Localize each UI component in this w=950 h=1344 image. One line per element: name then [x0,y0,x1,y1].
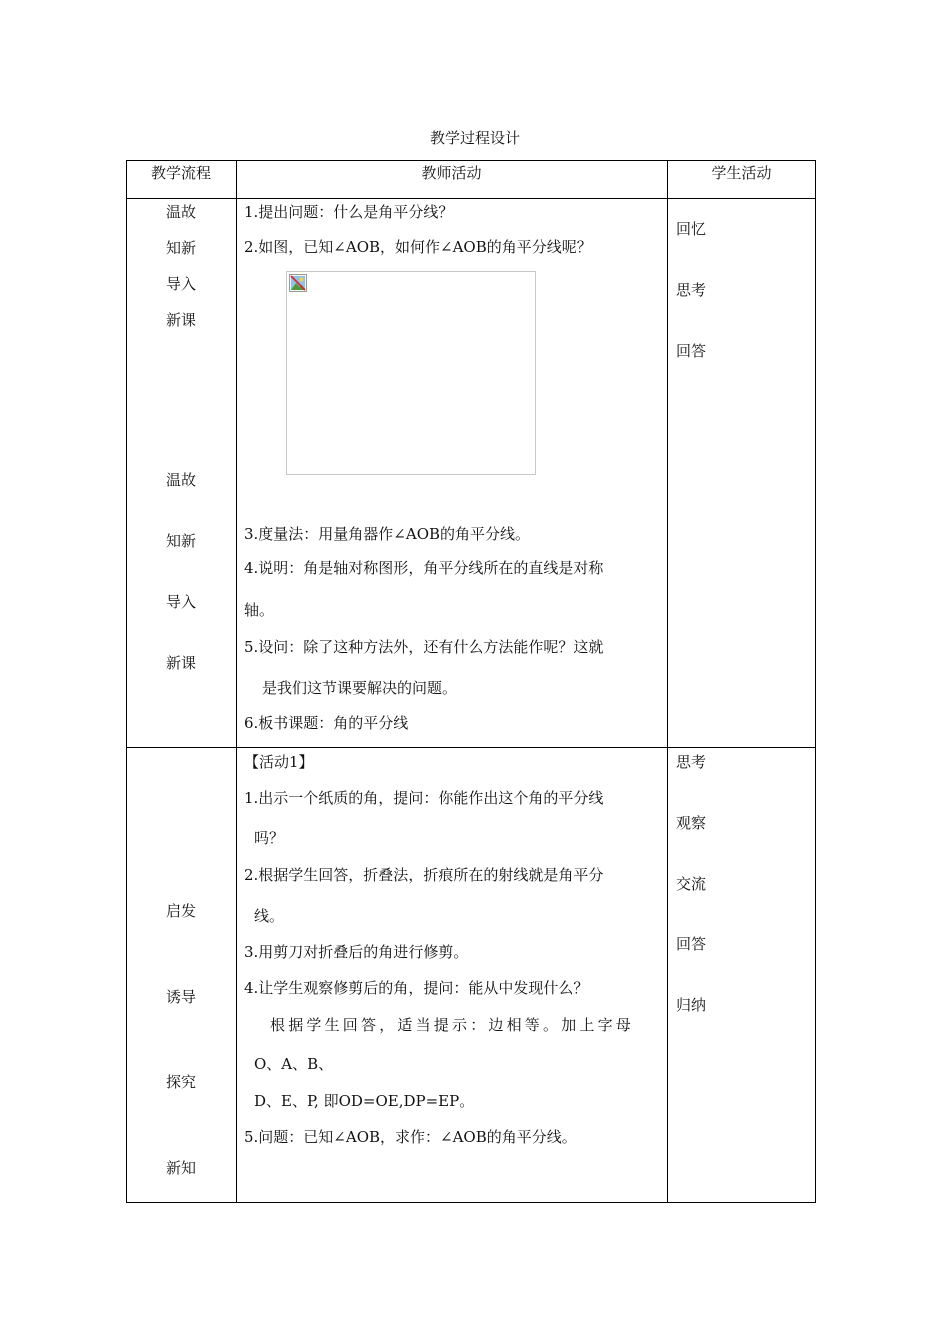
flow-item: 新课 [165,654,196,672]
table-border-right [815,160,816,1203]
flow-item: 新知 [165,1159,196,1177]
flow-item: 温故 [165,471,196,489]
teacher-line: 4.说明：角是轴对称图形，角平分线所在的直线是对称 [244,559,604,577]
flow-item: 导入 [165,275,196,293]
teacher-line: O、A、B、 [254,1055,334,1073]
teacher-line: 是我们这节课要解决的问题。 [262,679,458,697]
teacher-line: 2.如图，已知∠AOB，如何作∠AOB的角平分线呢？ [244,238,592,256]
student-item: 交流 [676,875,707,893]
teacher-line: 4.让学生观察修剪后的角，提问：能从中发现什么？ [244,979,589,997]
teacher-line: 5.设问：除了这种方法外，还有什么方法能作呢？这就 [244,638,604,656]
teacher-line: 3.用剪刀对折叠后的角进行修剪。 [244,943,469,961]
header-student: 学生活动 [711,164,772,182]
teacher-line: 吗？ [254,829,285,847]
student-item: 归纳 [676,996,707,1014]
table-border-top [126,160,816,161]
flow-item: 知新 [165,239,196,257]
teacher-line: 3.度量法：用量角器作∠AOB的角平分线。 [244,525,531,543]
activity-heading: 【活动1】 [244,753,314,771]
teacher-line: 1.提出问题：什么是角平分线？ [244,203,454,221]
figure-placeholder [286,271,536,475]
broken-image-icon [289,274,307,292]
teacher-line: 5.问题：已知∠AOB，求作：∠AOB的角平分线。 [244,1128,577,1146]
student-item: 观察 [676,814,707,832]
header-teacher: 教师活动 [421,164,482,182]
flow-item: 温故 [165,203,196,221]
teacher-line: 轴。 [244,601,275,619]
flow-item: 知新 [165,532,196,550]
table-divider-2 [667,160,668,1203]
flow-item: 启发 [165,902,196,920]
student-item: 思考 [676,281,707,299]
teacher-line: 2.根据学生回答，折叠法，折痕所在的射线就是角平分 [244,866,604,884]
student-item: 回答 [676,935,707,953]
flow-item: 探究 [165,1073,196,1091]
table-header-divider [126,198,816,199]
teacher-line: 6.板书课题：角的平分线 [244,714,409,732]
student-item: 思考 [676,753,707,771]
flow-item: 诱导 [165,988,196,1006]
student-item: 回忆 [676,220,707,238]
flow-item: 导入 [165,593,196,611]
table-border-bottom [126,1202,816,1203]
header-flow: 教学流程 [150,164,211,182]
teacher-line: 线。 [254,907,285,925]
teacher-line: 根据学生回答，适当提示：边相等。加上字母 [270,1016,635,1034]
teacher-line: D、E、P, 即OD=OE,DP=EP。 [254,1092,475,1110]
page-title: 教学过程设计 [429,129,520,147]
table-row-divider [126,747,816,748]
flow-item: 新课 [165,311,196,329]
table-divider-1 [236,160,237,1203]
teacher-line: 1.出示一个纸质的角，提问：你能作出这个角的平分线 [244,789,604,807]
student-item: 回答 [676,342,707,360]
